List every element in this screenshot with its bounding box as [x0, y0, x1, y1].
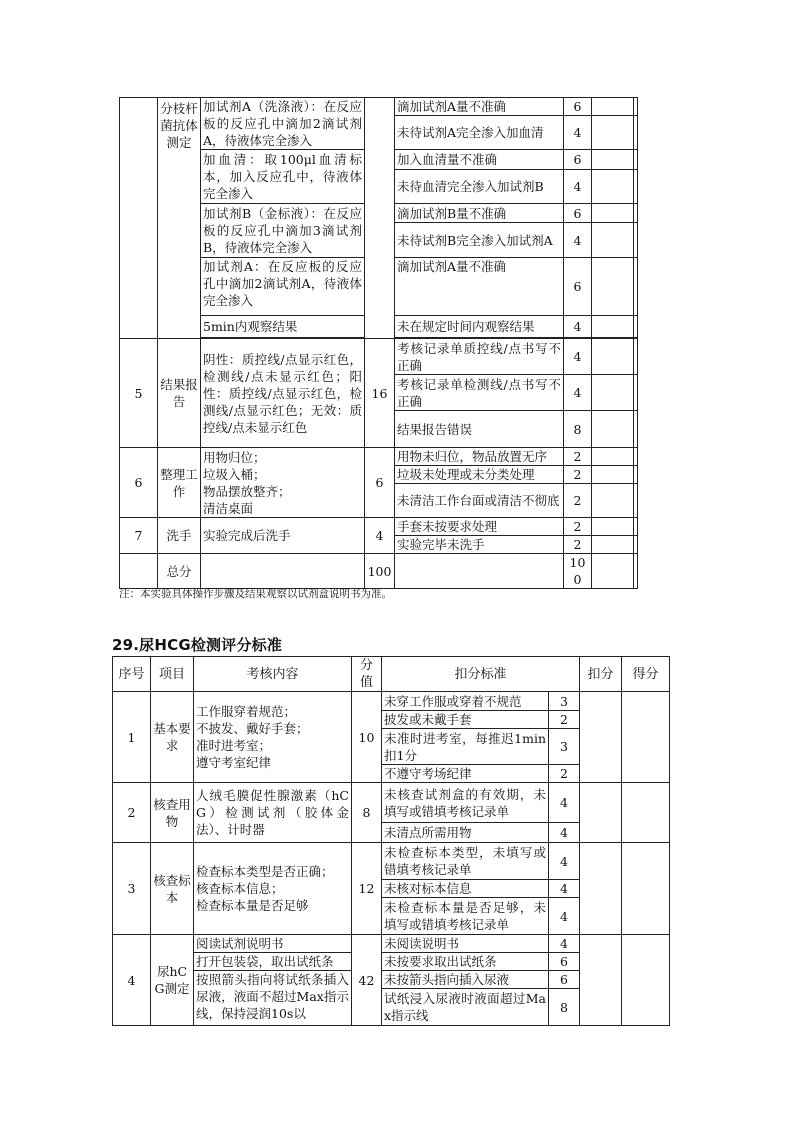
deduction-criterion: 未清洁工作台面或清洁不彻底 [395, 484, 564, 518]
deduction-criterion: 未准时进考室，每推迟1min扣1分 [382, 729, 549, 765]
item-score: 8 [352, 783, 382, 843]
deduction-points: 4 [549, 823, 580, 843]
deduction-points: 8 [549, 989, 580, 1026]
exam-content: 实验完成后洗手 [201, 518, 365, 554]
deduction-criterion: 未检查标本量是否足够，未填写或错填考核记录单 [382, 898, 549, 935]
item-name: 整理工作 [158, 448, 201, 518]
item-number: 1 [113, 692, 151, 783]
result-cell [622, 692, 670, 783]
deduct-cell [580, 783, 622, 843]
item-score: 16 [365, 339, 395, 448]
result-cell [634, 554, 638, 589]
deduction-criterion: 滴加试剂B量不准确 [395, 204, 564, 223]
item-name: 基本要求 [151, 692, 194, 783]
deduction-points: 2 [564, 448, 592, 466]
result-cell [634, 223, 638, 258]
header-item: 项目 [151, 657, 194, 692]
exam-content-line: 遵守考室纪律 [196, 755, 272, 770]
deduction-points: 6 [549, 971, 580, 989]
deduct-cell [592, 339, 634, 375]
deduction-points: 4 [564, 223, 592, 258]
deduct-cell [592, 448, 634, 466]
deduct-cell [580, 692, 622, 783]
exam-content-line: 检查标本类型是否正确； [196, 864, 334, 879]
deduction-criterion: 未在规定时间内观察结果 [395, 316, 564, 338]
exam-content: 加血清：取100μl血清标本，加入反应孔中，待液体完全渗入 [201, 150, 365, 204]
exam-content-line: 垃圾入桶； [203, 466, 266, 482]
result-cell [634, 204, 638, 223]
deduct-cell [592, 170, 634, 204]
result-cell [634, 170, 638, 204]
deduct-cell [592, 375, 634, 411]
deduction-points: 2 [564, 518, 592, 536]
deduction-criterion: 未穿工作服或穿着不规范 [382, 692, 549, 711]
deduction-points: 2 [549, 711, 580, 729]
deduction-criterion: 未待试剂A完全渗入加血清 [395, 116, 564, 150]
deduct-cell [592, 98, 634, 116]
deduction-points: 4 [549, 880, 580, 898]
deduct-cell [592, 466, 634, 484]
deduction-points: 4 [549, 783, 580, 823]
exam-content: 阴性：质控线/点显示红色，检测线/点未显示红色；阳性：质控线/点显示红色，检测线/点显示红色；无效：质控线/点未显示红色 [201, 339, 365, 448]
header-content: 考核内容 [194, 657, 352, 692]
deduction-criterion: 未核对标本信息 [382, 880, 549, 898]
deduct-cell [592, 150, 634, 170]
exam-content-line: 不披发、戴好手套； [196, 721, 309, 736]
result-cell [634, 316, 638, 338]
result-cell [622, 843, 670, 935]
exam-content [194, 692, 352, 783]
deduction-criterion: 结果报告错误 [395, 411, 564, 448]
header-criteria: 扣分标准 [382, 657, 580, 692]
deduct-cell [592, 223, 634, 258]
exam-content-line: 物品摆放整齐； [203, 483, 291, 499]
exam-content [194, 843, 352, 935]
deduct-cell [592, 258, 634, 316]
item-number: 7 [120, 518, 158, 554]
header-score: 分值 [352, 657, 382, 692]
deduction-points: 4 [564, 339, 592, 375]
deduction-points: 4 [564, 116, 592, 150]
item-name: 结果报告 [158, 339, 201, 448]
result-cell [634, 150, 638, 170]
result-cell [634, 484, 638, 518]
deduction-points: 6 [564, 150, 592, 170]
deduct-cell [580, 935, 622, 1026]
item-score: 42 [352, 935, 382, 1026]
result-cell [634, 339, 638, 375]
item-score: 10 [352, 692, 382, 783]
deduction-criterion: 未清点所需用物 [382, 823, 549, 843]
exam-content-line: 检查标本量是否足够 [196, 898, 309, 913]
deduct-cell [592, 411, 634, 448]
total-label: 总分 [158, 554, 201, 589]
hcg-scoring-table [112, 656, 670, 1026]
item-name: 尿hCG测定 [151, 935, 194, 1026]
deduction-criterion: 不遵守考场纪律 [382, 765, 549, 783]
result-cell [634, 448, 638, 466]
deduction-points: 3 [549, 692, 580, 711]
deduction-criterion: 未按箭头指向插入尿液 [382, 971, 549, 989]
exam-content: 按照箭头指向将试纸条插入尿液，液面不超过Max指示线，保持浸润10s以 [194, 971, 352, 1026]
item-name: 核查用物 [151, 783, 194, 843]
section-title: 29.尿HCG检测评分标准 [112, 636, 283, 654]
deduction-criterion: 实验完毕未洗手 [395, 536, 564, 554]
deduction-points: 4 [549, 843, 580, 880]
deduction-criterion: 加入血清量不准确 [395, 150, 564, 170]
deduction-points: 4 [549, 935, 580, 953]
deduction-criterion: 未待血清完全渗入加试剂B [395, 170, 564, 204]
exam-content-line: 清洁桌面 [203, 500, 254, 516]
item-number-cell [120, 98, 158, 339]
deduction-criterion: 试纸浸入尿液时液面超过Max指示线 [382, 989, 549, 1026]
exam-content: 加试剂B（金标液）：在反应板的反应孔中滴加3滴试剂B，待液体完全渗入 [201, 204, 365, 258]
result-cell [634, 411, 638, 448]
deduction-criterion: 考核记录单检测线/点书写不正确 [395, 375, 564, 411]
result-cell [622, 783, 670, 843]
item-number: 5 [120, 339, 158, 448]
item-number: 4 [113, 935, 151, 1026]
item-number: 3 [113, 843, 151, 935]
deduct-cell [580, 843, 622, 935]
deduct-cell [592, 554, 634, 589]
exam-content-line: 用物归位； [203, 449, 266, 465]
exam-content: 打开包装袋，取出试纸条 [194, 953, 352, 971]
result-cell [634, 536, 638, 554]
deduct-cell [592, 316, 634, 338]
exam-content-line: 准时进考室； [196, 738, 272, 753]
deduction-points: 3 [549, 729, 580, 765]
total-number-cell [120, 554, 158, 589]
total-deduct-points: 100 [564, 554, 592, 589]
item-name: 洗手 [158, 518, 201, 554]
deduct-cell [592, 484, 634, 518]
deduction-points: 2 [564, 536, 592, 554]
deduction-points: 6 [564, 204, 592, 223]
item-score: 4 [365, 518, 395, 554]
deduction-points: 4 [564, 170, 592, 204]
total-content-cell [201, 554, 365, 589]
deduction-points: 4 [564, 375, 592, 411]
exam-content [201, 448, 365, 518]
deduction-points: 2 [564, 466, 592, 484]
deduct-cell [592, 204, 634, 223]
deduction-criterion: 手套未按要求处理 [395, 518, 564, 536]
deduction-points: 8 [564, 411, 592, 448]
deduction-points: 4 [564, 316, 592, 338]
result-cell [634, 518, 638, 536]
deduction-points: 6 [549, 953, 580, 971]
result-cell [634, 98, 638, 116]
deduct-cell [592, 518, 634, 536]
deduction-criterion: 考核记录单质控线/点书写不正确 [395, 339, 564, 375]
deduction-criterion: 未阅读说明书 [382, 935, 549, 953]
deduct-cell [592, 536, 634, 554]
deduction-criterion: 未检查标本类型，未填写或错填考核记录单 [382, 843, 549, 880]
total-score: 100 [365, 554, 395, 589]
deduction-criterion: 滴加试剂A量不准确 [395, 98, 564, 116]
result-cell [634, 375, 638, 411]
deduction-criterion: 滴加试剂A量不准确 [395, 258, 564, 316]
header-no: 序号 [113, 657, 151, 692]
deduction-criterion: 未核查试剂盒的有效期，未填写或错填考核记录单 [382, 783, 549, 823]
result-cell [622, 935, 670, 1026]
deduction-points: 2 [564, 484, 592, 518]
exam-content: 5min内观察结果 [201, 316, 365, 338]
total-criteria-cell [395, 554, 564, 589]
header-deduct: 扣分 [580, 657, 622, 692]
item-score: 6 [365, 448, 395, 518]
deduct-cell [592, 116, 634, 150]
score-cell [365, 98, 395, 339]
deduction-criterion: 垃圾未处理或未分类处理 [395, 466, 564, 484]
exam-content: 人绒毛膜促性腺激素（hCG）检测试剂（胶体金法）、计时器 [194, 783, 352, 843]
item-score: 12 [352, 843, 382, 935]
exam-content: 阅读试剂说明书 [194, 935, 352, 953]
result-cell [634, 258, 638, 316]
exam-content: 加试剂A（洗涤液）：在反应板的反应孔中滴加2滴试剂A，待液体完全渗入 [201, 98, 365, 150]
deduction-points: 2 [549, 765, 580, 783]
scoring-table-continued [119, 97, 638, 589]
item-name: 核查标本 [151, 843, 194, 935]
table-note: 注：本实验具体操作步骤及结果观察以试剂盒说明书为准。 [119, 588, 392, 600]
deduction-criterion: 未待试剂B完全渗入加试剂A [395, 223, 564, 258]
exam-content-line: 核查标本信息； [196, 881, 284, 896]
deduction-points: 6 [564, 98, 592, 116]
deduction-points: 6 [564, 258, 592, 316]
exam-content-line: 工作服穿着规范； [196, 704, 297, 719]
deduction-points: 4 [549, 898, 580, 935]
item-number: 2 [113, 783, 151, 843]
result-cell [634, 116, 638, 150]
deduction-criterion: 披发或未戴手套 [382, 711, 549, 729]
item-name: 分枝杆菌抗体测定 [158, 98, 201, 339]
item-number: 6 [120, 448, 158, 518]
header-result: 得分 [622, 657, 670, 692]
deduction-criterion: 用物未归位，物品放置无序 [395, 448, 564, 466]
result-cell [634, 466, 638, 484]
exam-content: 加试剂A：在反应板的反应孔中滴加2滴试剂A，待液体完全渗入 [201, 258, 365, 316]
deduction-criterion: 未按要求取出试纸条 [382, 953, 549, 971]
